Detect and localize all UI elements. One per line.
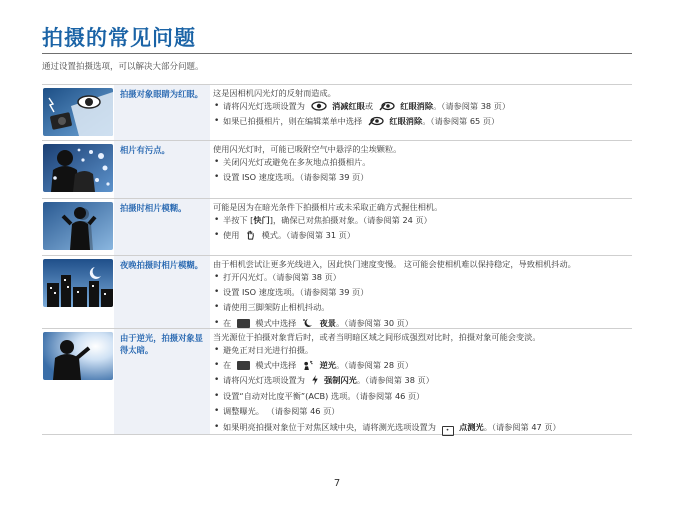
question-label: 相片有污点。 (114, 141, 210, 198)
list-item: • 在 模式中选择 夜景。（请参阅第 30 页） (213, 318, 632, 330)
red-eye-icon (311, 101, 327, 111)
list-item: • 如果明亮拍摄对象位于对焦区域中央，请将测光选项设置为 • 点测光。（请参阅第 47 页） (213, 422, 632, 436)
blurry-photo-illustration (43, 202, 113, 250)
list-item: • 请将闪光灯选项设置为 消减红眼或 红眼消除。（请参阅第 38 页） (213, 101, 632, 113)
answer-cell (210, 256, 632, 328)
answer-lead: 由于相机尝试让更多光线进入，因此快门速度变慢。 这可能会使相机难以保持稳定，导致相机抖动。 (213, 259, 576, 269)
answer-lead: 可能是因为在暗光条件下拍摄相片或未采取正确方式握住相机。 (213, 202, 443, 212)
list-item: • 设置 ISO 速度选项。（请参阅第 39 页） (213, 172, 632, 184)
list-item: • 设置“自动对比度平衡”(ACB) 选项。（请参阅第 46 页） (213, 391, 632, 403)
dust-particles-illustration (43, 144, 113, 192)
table-row (42, 199, 632, 256)
answer-lead: 使用闪光灯时，可能已吸附空气中悬浮的尘埃颗粒。 (213, 144, 402, 154)
table-row (42, 256, 632, 329)
answer-cell (210, 199, 632, 255)
answer-lead: 当光源位于拍摄对象背后时，或者当明暗区域之间形成强烈对比时，拍摄对象可能会变淡。 (213, 332, 541, 342)
answer-cell (210, 85, 632, 140)
list-item: • 半按下 [快门]，确保已对焦拍摄对象。（请参阅第 24 页） (213, 215, 632, 227)
night-scene-illustration (43, 259, 113, 307)
spot-metering-icon: • (442, 426, 454, 436)
troubleshooting-table (42, 84, 632, 435)
table-row (42, 85, 632, 141)
list-item: • 如果已拍摄相片，则在编辑菜单中选择 红眼消除。（请参阅第 65 页） (213, 116, 632, 128)
list-item: • 请将闪光灯选项设置为 强制闪光。（请参阅第 38 页） (213, 375, 632, 387)
page-number: 7 (333, 478, 341, 489)
scene-mode-icon (237, 319, 250, 328)
red-eye-fix-icon (368, 116, 384, 126)
question-label: 夜晚拍摄时相片模糊。 (114, 256, 210, 328)
list-item: • 打开闪光灯。（请参阅第 38 页） (213, 272, 632, 284)
night-moon-icon (302, 318, 314, 328)
list-item: • 避免正对日光进行拍摄。 (213, 345, 632, 357)
list-item: • 请使用三脚架防止相机抖动。 (213, 302, 632, 314)
answer-cell (210, 329, 632, 434)
title-divider (42, 53, 632, 54)
flash-icon (311, 375, 319, 385)
table-row (42, 329, 632, 435)
page-title: 拍摄的常见问题 (42, 26, 196, 50)
backlight-illustration (43, 332, 113, 380)
list-item: • 在 模式中选择 逆光。（请参阅第 28 页） (213, 360, 632, 372)
question-label: 拍摄对象眼睛为红眼。 (114, 85, 210, 140)
backlight-icon (302, 360, 314, 370)
list-item: • 使用 模式。（请参阅第 31 页） (213, 230, 632, 242)
answer-cell (210, 141, 632, 198)
red-eye-photo-illustration (43, 88, 113, 136)
list-item: • 调整曝光。 （请参阅第 46 页） (213, 406, 632, 418)
answer-lead: 这是因相机闪光灯的反射而造成。 (213, 88, 336, 98)
list-item: • 设置 ISO 速度选项。（请参阅第 39 页） (213, 287, 632, 299)
red-eye-fix-icon (379, 101, 395, 111)
page-subtitle: 通过设置拍摄选项，可以解决大部分问题。 (42, 62, 204, 72)
table-row (42, 141, 632, 199)
hand-shake-icon (245, 230, 256, 240)
question-label: 拍摄时相片模糊。 (114, 199, 210, 255)
scene-mode-icon (237, 361, 250, 370)
question-label: 由于逆光，拍摄对象显得太暗。 (114, 329, 210, 434)
list-item: • 关闭闪光灯或避免在多灰地点拍摄相片。 (213, 157, 632, 169)
